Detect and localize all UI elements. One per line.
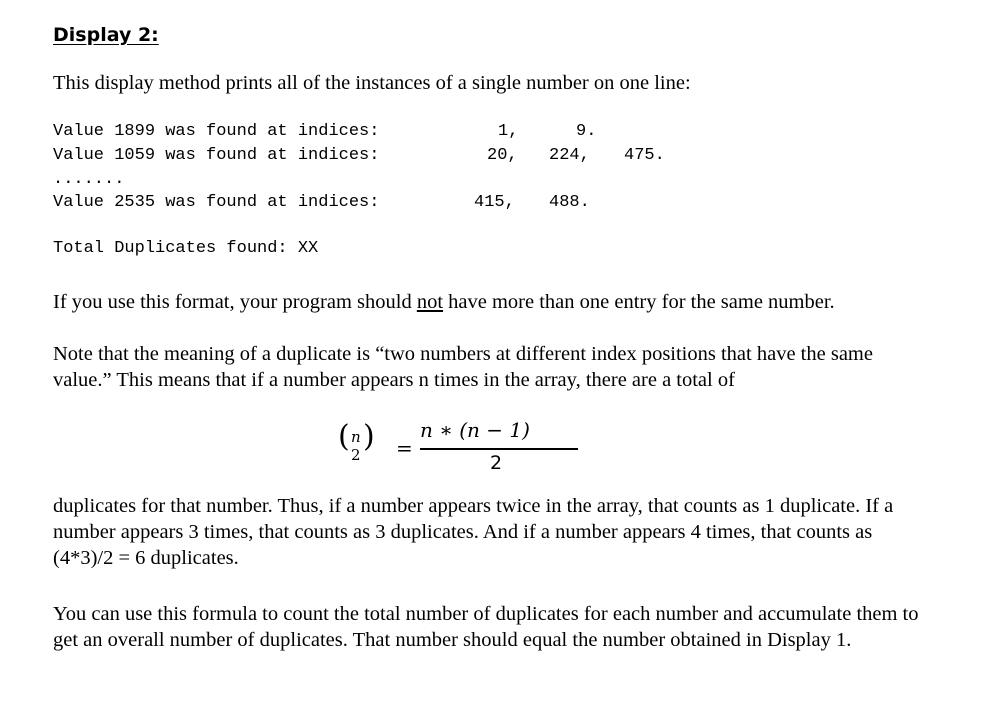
output-row-index: 9. — [576, 122, 597, 141]
binom-top: n — [351, 428, 361, 446]
closing-paragraph: You can use this formula to count the total number of duplicates for each number and accumulate them to get an overall number of duplicates. That number should equal the number obtained in Display 1. — [53, 603, 919, 651]
format-emphasis: not — [416, 291, 444, 313]
output-row-index: 1, — [498, 122, 519, 141]
output-row-index: 20, — [487, 146, 518, 165]
equals-sign: = — [396, 436, 413, 460]
binom-bottom: 2 — [351, 446, 361, 464]
output-total: Total Duplicates found: XX — [53, 239, 319, 258]
format-text-before: If you use this format, your program should — [53, 291, 417, 313]
output-ellipsis: ....... — [53, 170, 125, 189]
output-row-index: 224, — [549, 146, 590, 165]
format-paragraph — [53, 289, 933, 315]
explanation-paragraph: duplicates for that number. Thus, if a number appears twice in the array, that counts as 1 duplicate. If a number appears 3 times, that counts as 3 duplicates. And if a number appears 4 times, that counts as (4*3)/2 = 6 duplicates. — [53, 495, 894, 569]
format-text-after: have more than one entry for the same number. — [443, 291, 835, 313]
left-paren: ( — [338, 419, 350, 454]
output-row-index: 488. — [549, 193, 590, 212]
output-row-index: 475. — [624, 146, 665, 165]
output-row-label: Value 1899 was found at indices: — [53, 122, 380, 141]
output-row-label: Value 1059 was found at indices: — [53, 146, 380, 165]
duplicate-paragraph: Note that the meaning of a duplicate is “two numbers at different index positions that have the same value.” This means that if a number appears n times in the array, there are a total of — [53, 343, 873, 391]
right-paren: ) — [363, 419, 375, 454]
intro-paragraph: This display method prints all of the instances of a single number on one line: — [53, 72, 691, 94]
output-row-label: Value 2535 was found at indices: — [53, 193, 380, 212]
fraction-bar — [420, 448, 578, 450]
binomial-formula — [338, 418, 598, 478]
section-heading: Display 2: — [53, 24, 159, 46]
fraction-numerator: n ∗ (n − 1) — [420, 418, 530, 442]
output-row-index: 415, — [474, 193, 515, 212]
fraction-denominator: 2 — [490, 452, 503, 474]
